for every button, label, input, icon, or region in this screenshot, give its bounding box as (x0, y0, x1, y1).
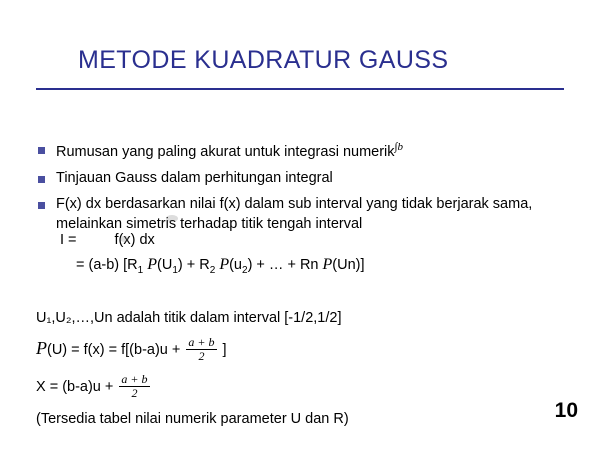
equation-term-u2: (u (229, 257, 242, 273)
fraction-a-plus-b-over-2 (186, 336, 216, 362)
equation-subscript-3: 2 (209, 264, 216, 276)
x-substitution (36, 374, 576, 400)
interval-statement: U₁,U₂,…,Un adalah titik dalam interval [-1/2,1/2] (36, 310, 342, 326)
script-p-symbol-icon: P (322, 256, 333, 273)
bullet-label-2: Tinjauan Gauss dalam perhitungan integral (56, 170, 333, 187)
page-number: 10 (554, 399, 578, 422)
list-item (38, 195, 578, 234)
function-definition-text: (U) = f(x) = f[(b-a)u + (47, 341, 181, 358)
equation-term-u1: (U (157, 257, 173, 273)
title-divider (36, 88, 564, 90)
fraction-denominator: 2 (186, 349, 216, 363)
bullet-label-1: Rumusan yang paling akurat untuk integrasi numerik (56, 143, 395, 160)
bullet-list (38, 140, 578, 241)
function-definition (36, 337, 576, 363)
artifact-mark (120, 236, 129, 242)
square-bullet-icon (38, 147, 45, 154)
table-note: (Tersedia tabel nilai numerik parameter U dan R) (36, 411, 349, 428)
equation-subscript-2: 1 (172, 264, 178, 276)
bullet-label-3: F(x) dx berdasarkan nilai f(x) dalam sub interval yang tidak berjarak sama, melainkan simetris terhadap titik tengah interval (56, 196, 533, 232)
equation-line-2 (60, 256, 580, 276)
equation-lhs: I = (60, 232, 77, 248)
lower-text-block (36, 310, 576, 438)
fraction-a-plus-b-over-2 (119, 373, 149, 399)
fraction-numerator: a + b (188, 335, 215, 349)
fraction-numerator: a + b (121, 372, 148, 387)
x-substitution-text: X = (b-a)u + (36, 379, 114, 396)
equation-term-rn: ) + … + Rn (247, 257, 319, 273)
list-item (38, 169, 578, 188)
function-definition-close: ] (222, 341, 227, 358)
script-p-symbol-icon: P (219, 256, 230, 273)
integral-symbol-icon: ∫b (394, 141, 404, 153)
equation-subscript-4: 2 (242, 264, 248, 276)
fraction-denominator: 2 (119, 386, 149, 400)
equation-subscript-1: 1 (137, 264, 144, 276)
page-title: METODE KUADRATUR GAUSS (78, 46, 449, 74)
equation-term-r2: ) + R (177, 257, 210, 273)
script-p-symbol-icon: P (36, 337, 47, 358)
square-bullet-icon (38, 176, 45, 183)
list-item (38, 140, 578, 162)
artifact-mark (166, 215, 178, 222)
equation-block (60, 232, 580, 284)
equation-term-open: = (a-b) [R (76, 257, 138, 273)
square-bullet-icon (38, 202, 45, 209)
equation-term-close: (Un)] (332, 257, 365, 273)
equation-line-1 (60, 232, 580, 248)
equation-integrand: f(x) dx (114, 232, 155, 248)
script-p-symbol-icon: P (147, 256, 158, 273)
